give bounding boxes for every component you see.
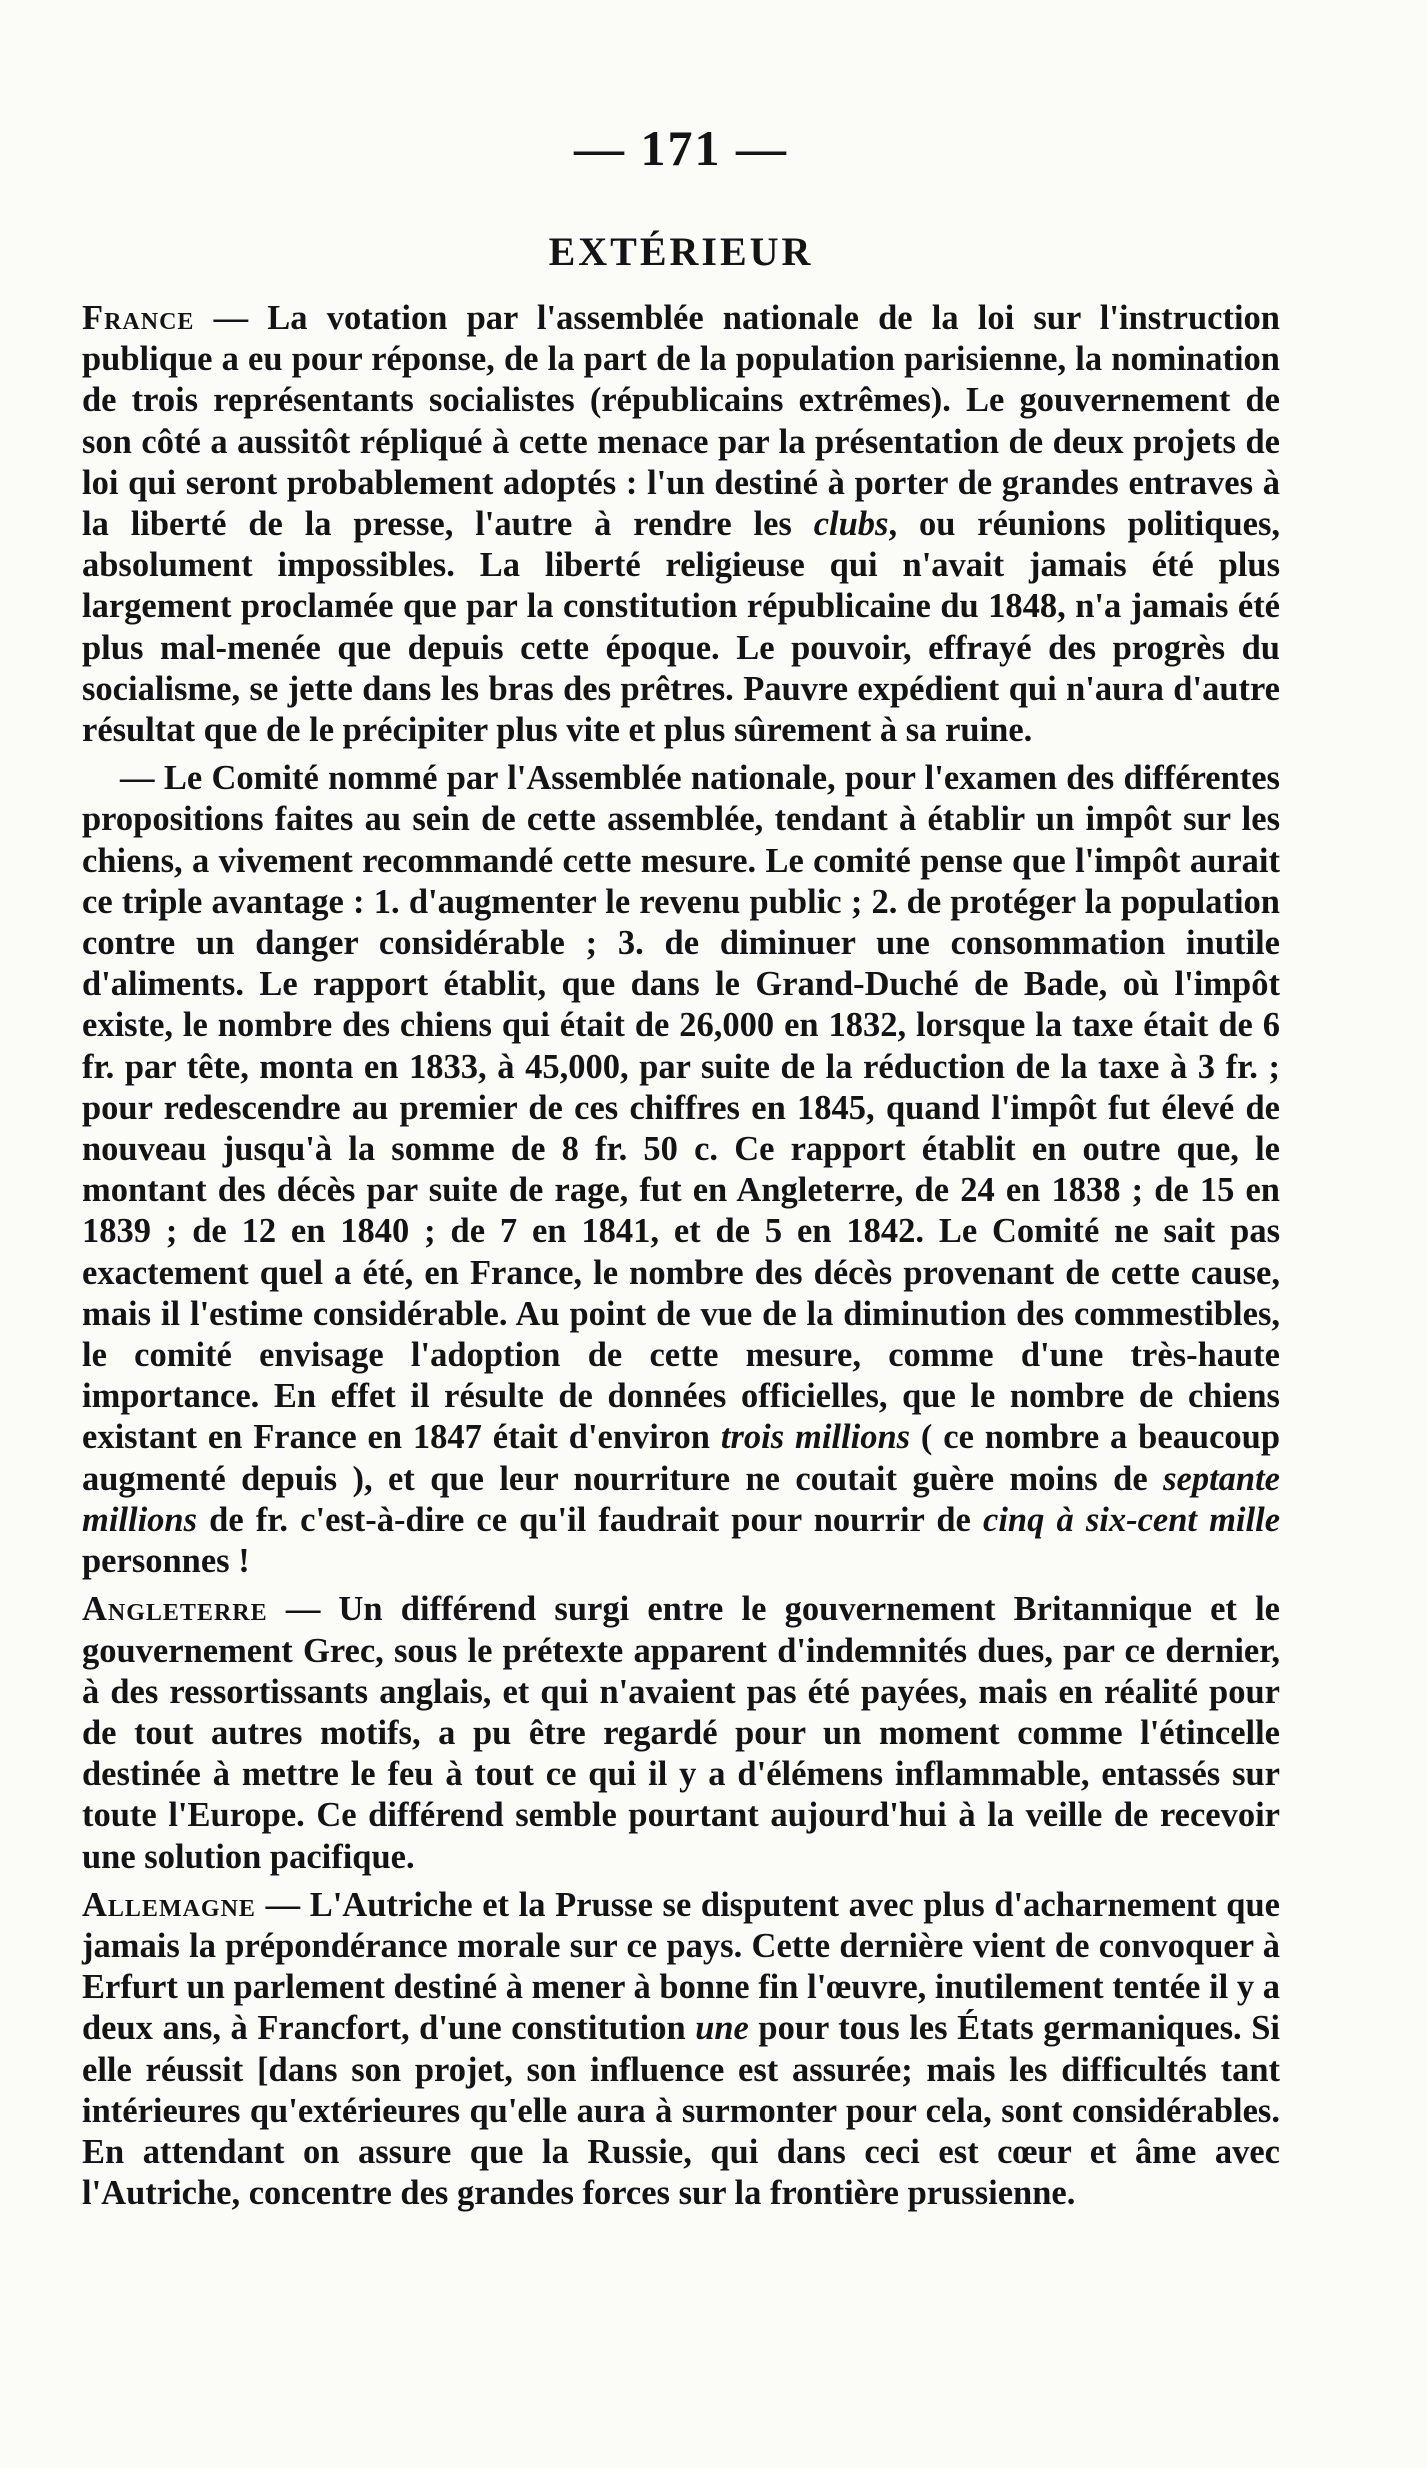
paragraph-comite (82, 758, 1280, 1582)
country-heading-france: France (82, 299, 195, 337)
emphasis-clubs: clubs (813, 505, 889, 544)
paragraph-allemagne (82, 1885, 1280, 2215)
comite-text-d: personnes ! (82, 1542, 250, 1581)
allemagne-text-a: — L'Autriche et la Prusse se disputent avec plus d'acharnement que jamais la prépondérance morale sur ce pays. Cette dernière vient de convoquer à Erfurt un parlement destiné à mener à bonne fin l'œuvre, inutilement tentée il y a deux ans, à Francfort, d'une constitution (82, 1885, 1280, 2048)
paragraph-angleterre (82, 1589, 1280, 1877)
emphasis-septante-millions: septante millions (82, 1459, 1280, 1539)
country-heading-angleterre: Angleterre (82, 1590, 268, 1629)
allemagne-text-b: pour tous les États germaniques. Si elle réussit [dans son projet, son influence est assurée; mais les difficultés tant intérieures qu'extérieures qu'elle aura à surmonter pour cela, sont considérables. En attendant on assure que la Russie, qui dans ceci est cœur et âme avec l'Autriche, concentre des grandes forces sur la frontière prussienne. (82, 2009, 1280, 2213)
emphasis-trois-millions: trois millions (720, 1418, 911, 1457)
country-heading-allemagne: Allemagne (82, 1885, 256, 1924)
france-text: — La votation par l'assemblée nationale de la loi sur l'instruction publique a eu pour réponse, de la part de la population parisienne, la nomination de trois représentants socialistes (républicains extrêmes). Le gouvernement de son côté a aussitôt répliqué à cette menace par la présentation de deux projets de loi qui seront probablement adoptés : l'un destiné à porter de grandes entraves à la liberté de la presse, l'autre à rendre les (82, 299, 1280, 544)
emphasis-cinq-a-six-cent-mille: cinq à six-cent mille (983, 1500, 1281, 1539)
france-text-end: , ou réunions politiques, absolument impossibles. La liberté religieuse qui n'avait jamais été plus largement proclamée que par la constitution républicaine du 1848, n'a jamais été plus mal-menée que depuis cette époque. Le pouvoir, effrayé des progrès du socialisme, se jette dans les bras des prêtres. Pauvre expédient qui n'aura d'autre résultat que de le précipiter plus vite et plus sûrement à sa ruine. (82, 505, 1280, 750)
comite-text-b: ( ce nombre a beaucoup augmenté depuis ), et que leur nourriture ne coutait guère moins de (82, 1418, 1280, 1498)
comite-text-a: — Le Comité nommé par l'Assemblée nationale, pour l'examen des différentes propositions faites au sein de cette assemblée, tendant à établir un impôt sur les chiens, a vivement recommandé cette mesure. Le comité pense que l'impôt aurait ce triple avantage : 1. d'augmenter le revenu public ; 2. de protéger la population contre un danger considérable ; 3. de diminuer une consommation inutile d'aliments. Le rapport établit, que dans le Grand-Duché de Bade, où l'impôt existe, le nombre des chiens qui était de 26,000 en 1832, lorsque la taxe était de 6 fr. par tête, monta en 1833, à 45,000, par suite de la réduction de la taxe à 3 fr. ; pour redescendre au premier de ces chiffres en 1845, quand l'impôt fut élevé de nouveau jusqu'à la somme de 8 fr. 50 c. Ce rapport établit en outre que, le montant des décès par suite de rage, fut en Angleterre, de 24 en 1838 ; de 15 en 1839 ; de 12 en 1840 ; de 7 en 1841, et de 5 en 1842. Le Comité ne sait pas exactement quel a été, en France, le nombre des décès provenant de cette cause, mais il l'estime considérable. Au point de vue de la diminution des commestibles, le comité envisage l'adoption de cette mesure, comme d'une très-haute importance. En effet il résulte de données officielles, que le nombre de chiens existant en France en 1847 était d'environ (82, 759, 1280, 1457)
paragraph-france (82, 298, 1280, 751)
angleterre-text: — Un différend surgi entre le gouvernement Britannique et le gouvernement Grec, sous le prétexte apparent d'indemnités dues, par ce dernier, à des ressortissants anglais, et qui n'avaient pas été payées, mais en réalité pour de tout autres motifs, a pu être regardé pour un moment comme l'étincelle destinée à mettre le feu à tout ce qui il y a d'élémens inflammable, entassés sur toute l'Europe. Ce différend semble pourtant aujourd'hui à la veille de recevoir une solution pacifique. (82, 1590, 1280, 1876)
comite-text-c: de fr. c'est-à-dire ce qu'il faudrait pour nourrir de (197, 1500, 983, 1539)
page (82, 118, 1280, 2214)
section-title: EXTÉRIEUR (548, 229, 814, 274)
emphasis-une: une (695, 2009, 749, 2048)
page-number: — 171 — (574, 120, 788, 176)
